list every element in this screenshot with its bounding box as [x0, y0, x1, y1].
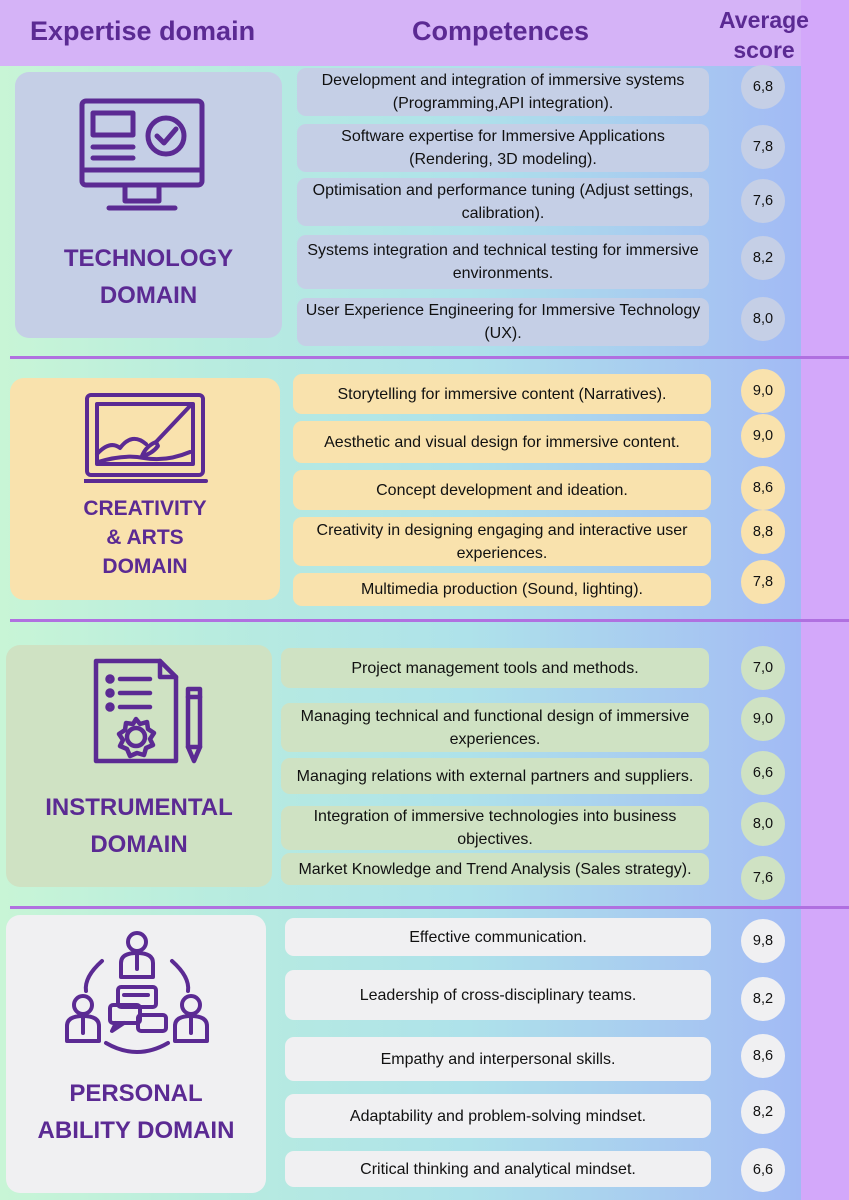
competence-item: Critical thinking and analytical mindset.: [285, 1151, 711, 1187]
competence-item: Development and integration of immersive systems (Programming,API integration).: [297, 68, 709, 116]
competence-item: Integration of immersive technologies into business objectives.: [281, 806, 709, 850]
expertise-domain-heading: Expertise domain: [30, 16, 256, 46]
section-divider: [10, 906, 849, 909]
score-column-band: [801, 0, 849, 1200]
score-badge: 6,6: [741, 1148, 785, 1192]
average-score-heading: [712, 5, 816, 65]
score-badge: 8,6: [741, 1034, 785, 1078]
document-gear-pencil-icon: [92, 657, 210, 765]
monitor-checkmark-icon: [79, 98, 219, 214]
score-badge: 6,8: [741, 65, 785, 109]
competence-item: Empathy and interpersonal skills.: [285, 1037, 711, 1081]
score-badge: 7,8: [741, 560, 785, 604]
competence-item: Optimisation and performance tuning (Adjust settings, calibration).: [297, 178, 709, 226]
competence-item: User Experience Engineering for Immersive Technology (UX).: [297, 298, 709, 346]
score-badge: 7,8: [741, 125, 785, 169]
competences-heading: Competences: [412, 16, 590, 46]
personal-ability-domain-label: [6, 1075, 266, 1149]
competence-item: Software expertise for Immersive Applications (Rendering, 3D modeling).: [297, 124, 709, 172]
domain-label-line: CREATIVITY: [83, 497, 207, 520]
domain-label-line: INSTRUMENTAL: [45, 794, 233, 821]
domain-label-line: DOMAIN: [90, 831, 188, 858]
competence-item: Concept development and ideation.: [293, 470, 711, 510]
score-badge: 9,8: [741, 919, 785, 963]
section-divider: [10, 619, 849, 622]
competence-item: Managing relations with external partners and suppliers.: [281, 758, 709, 794]
score-badge: 8,2: [741, 1090, 785, 1134]
instrumental-domain-panel: [6, 645, 272, 887]
score-badge: 6,6: [741, 751, 785, 795]
competence-item: Project management tools and methods.: [281, 648, 709, 688]
score-badge: 7,0: [741, 646, 785, 690]
average-score-heading-line1: Average: [719, 7, 809, 33]
creativity-arts-domain-label: [10, 494, 280, 581]
score-badge: 8,2: [741, 236, 785, 280]
score-badge: 9,0: [741, 414, 785, 458]
section-divider: [10, 356, 849, 359]
score-badge: 8,8: [741, 510, 785, 554]
score-badge: 9,0: [741, 697, 785, 741]
score-badge: 9,0: [741, 369, 785, 413]
personal-ability-domain-panel: [6, 915, 266, 1193]
domain-label-line: ABILITY DOMAIN: [37, 1117, 235, 1144]
people-communication-icon: [64, 929, 210, 1061]
competence-item: Multimedia production (Sound, lighting).: [293, 573, 711, 606]
score-badge: 8,0: [741, 297, 785, 341]
competence-item: Managing technical and functional design of immersive experiences.: [281, 703, 709, 752]
score-badge: 8,0: [741, 802, 785, 846]
competence-item: Creativity in designing engaging and interactive user experiences.: [293, 517, 711, 566]
domain-label-line: & ARTS: [106, 526, 184, 549]
score-badge: 7,6: [741, 856, 785, 900]
score-badge: 8,2: [741, 977, 785, 1021]
domain-label-line: PERSONAL: [69, 1080, 203, 1107]
competence-item: Aesthetic and visual design for immersive content.: [293, 421, 711, 463]
competence-item: Adaptability and problem-solving mindset.: [285, 1094, 711, 1138]
technology-domain-label: [15, 240, 282, 314]
average-score-heading-line2: score: [733, 37, 795, 63]
competence-item: Systems integration and technical testing for immersive environments.: [297, 235, 709, 289]
domain-label-line: TECHNOLOGY: [63, 245, 234, 272]
competence-item: Market Knowledge and Trend Analysis (Sales strategy).: [281, 853, 709, 885]
score-badge: 8,6: [741, 466, 785, 510]
competence-item: Leadership of cross-disciplinary teams.: [285, 970, 711, 1020]
creativity-arts-domain-panel: [10, 378, 280, 600]
technology-domain-panel: [15, 72, 282, 338]
domain-label-line: DOMAIN: [102, 555, 188, 578]
score-badge: 7,6: [741, 179, 785, 223]
competence-item: Effective communication.: [285, 918, 711, 956]
competence-item: Storytelling for immersive content (Narratives).: [293, 374, 711, 414]
monitor-paintbrush-icon: [84, 392, 208, 486]
instrumental-domain-label: [6, 789, 272, 863]
domain-label-line: DOMAIN: [99, 282, 198, 309]
